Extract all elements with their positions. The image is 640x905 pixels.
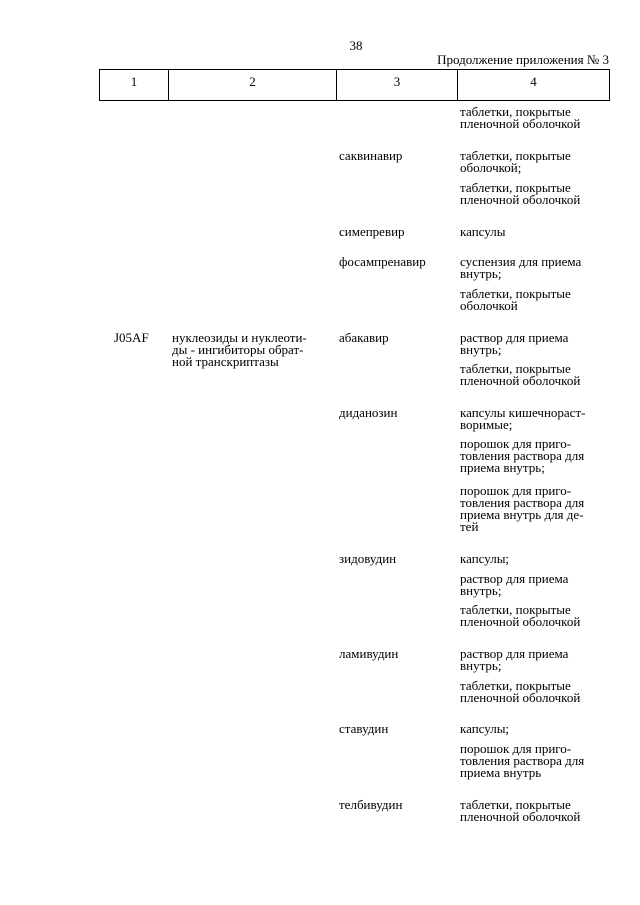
dosage-form: капсулы кишечнораст- воримые; [460,405,586,432]
page-number: 38 [349,38,363,53]
dosage-form: суспензия для приема внутрь; [460,254,582,281]
drug-name: диданозин [339,405,398,420]
drug-name: абакавир [339,330,389,345]
dosage-form: раствор для приема внутрь; [460,330,569,357]
dosage-form: таблетки, покрытые пленочной оболочкой [460,602,581,629]
dosage-form: капсулы [460,224,506,239]
dosage-form: порошок для приго- товления раствора для приема внутрь [460,741,585,780]
dosage-form: таблетки, покрытые пленочной оболочкой [460,104,581,131]
dosage-form: раствор для приема внутрь; [460,646,569,673]
column-header-3: 3 [337,70,458,101]
pharmacological-group: нуклеозиды и нуклеоти- ды - ингибиторы обрат- ной транскриптазы [172,330,307,369]
drug-name: ставудин [339,721,389,736]
dosage-form: таблетки, покрытые пленочной оболочкой [460,361,581,388]
column-header-2: 2 [169,70,337,101]
dosage-form: таблетки, покрытые пленочной оболочкой [460,678,581,705]
appendix-continuation-note: Продолжение приложения № 3 [437,52,609,67]
column-header-1: 1 [100,70,169,101]
dosage-form: капсулы; [460,551,510,566]
dosage-form: таблетки, покрытые пленочной оболочкой [460,180,581,207]
dosage-form: раствор для приема внутрь; [460,571,569,598]
drug-name: симепревир [339,224,405,239]
drug-name: саквинавир [339,148,403,163]
atc-code: J05AF [114,330,149,345]
dosage-form: таблетки, покрытые оболочкой [460,286,571,313]
drug-name: ламивудин [339,646,399,661]
drug-name: зидовудин [339,551,397,566]
dosage-form: капсулы; [460,721,510,736]
dosage-form: порошок для приго- товления раствора для приема внутрь для де- тей [460,483,585,534]
drug-name: фосампренавир [339,254,426,269]
dosage-form: таблетки, покрытые пленочной оболочкой [460,797,581,824]
column-header-4: 4 [458,70,610,101]
dosage-form: таблетки, покрытые оболочкой; [460,148,571,175]
drug-name: телбивудин [339,797,403,812]
dosage-form: порошок для приго- товления раствора для приема внутрь; [460,436,585,475]
